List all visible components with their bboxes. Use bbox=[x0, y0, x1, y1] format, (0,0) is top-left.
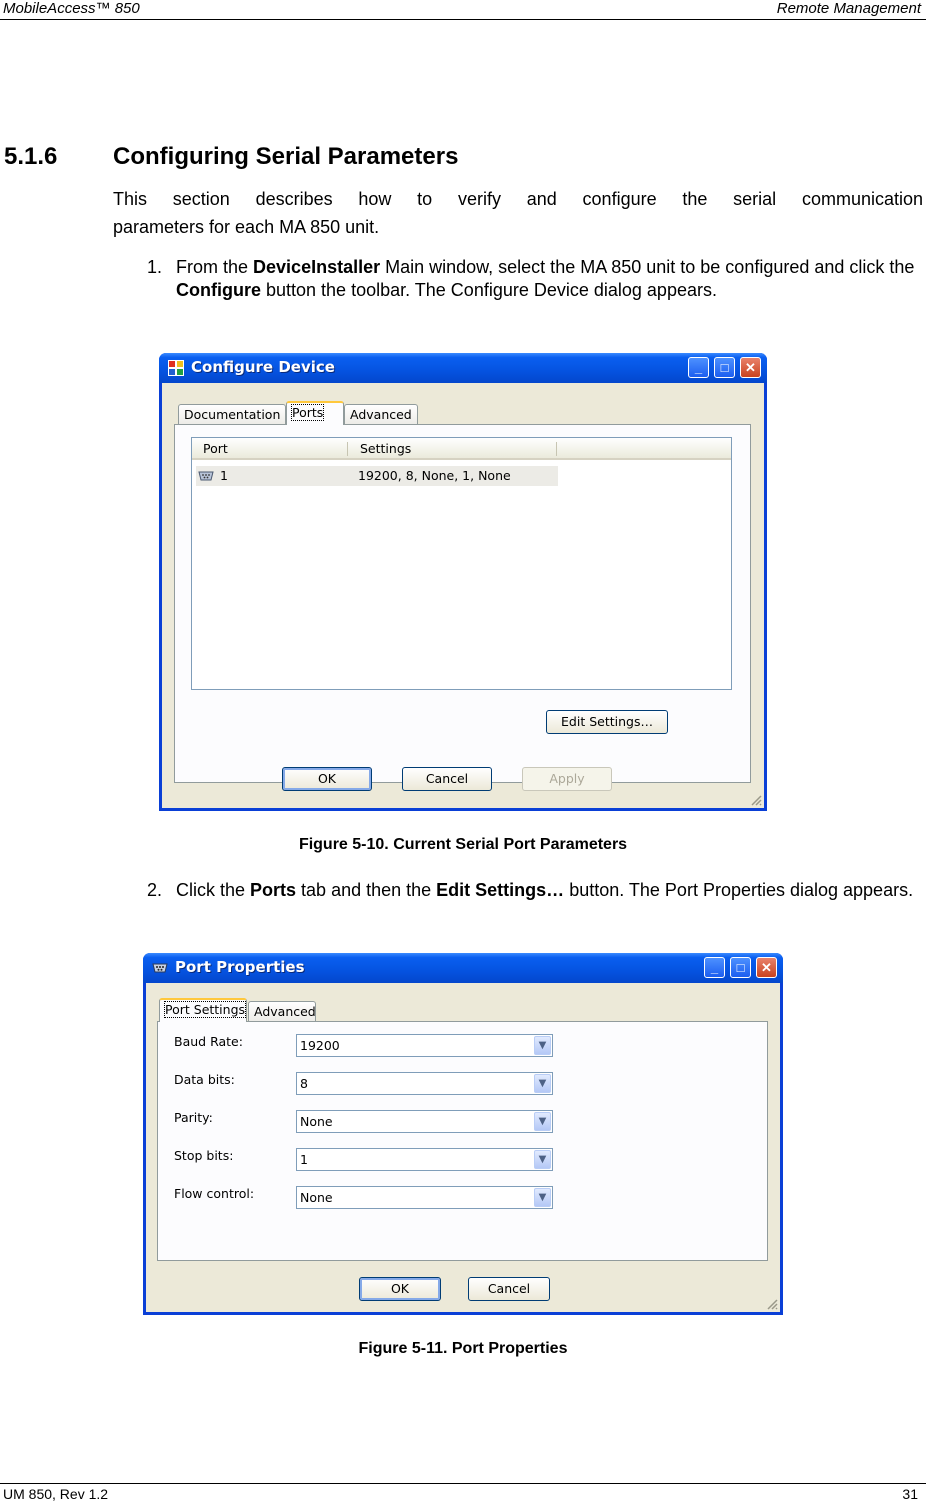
column-separator bbox=[347, 442, 348, 456]
chevron-down-icon[interactable]: ▼ bbox=[534, 1074, 551, 1093]
baud-rate-value: 19200 bbox=[300, 1038, 340, 1053]
ports-list-header bbox=[192, 438, 731, 460]
serial-port-icon bbox=[198, 471, 214, 481]
running-header-right: Remote Management bbox=[776, 0, 921, 17]
configure-device-title: Configure Device bbox=[191, 358, 335, 376]
stop-bits-label: Stop bits: bbox=[174, 1148, 234, 1163]
intro-line-1: This section describes how to verify and configure the serial communication bbox=[113, 189, 923, 209]
flow-control-value: None bbox=[300, 1190, 333, 1205]
data-bits-label: Data bits: bbox=[174, 1072, 235, 1087]
footer-rule bbox=[0, 1483, 926, 1484]
port-properties-titlebar bbox=[143, 953, 783, 983]
section-title: Configuring Serial Parameters bbox=[113, 143, 459, 170]
figure-5-10-caption: Figure 5-10. Current Serial Port Parameters bbox=[298, 836, 628, 853]
maximize-icon[interactable]: □ bbox=[730, 957, 751, 978]
resize-grip-icon[interactable] bbox=[750, 794, 762, 806]
header-rule bbox=[0, 19, 926, 20]
table-row[interactable] bbox=[196, 466, 558, 486]
column-port[interactable]: Port bbox=[203, 441, 228, 456]
flow-control-label: Flow control: bbox=[174, 1186, 255, 1201]
tab-documentation[interactable]: Documentation bbox=[178, 404, 286, 425]
footer-left: UM 850, Rev 1.2 bbox=[3, 1486, 109, 1502]
data-bits-value: 8 bbox=[300, 1076, 308, 1091]
figure-5-11-caption: Figure 5-11. Port Properties bbox=[358, 1340, 568, 1357]
step-2-number: 2. bbox=[147, 880, 163, 900]
baud-rate-select[interactable] bbox=[296, 1034, 553, 1057]
step-1-text bbox=[176, 256, 921, 302]
ports-list[interactable] bbox=[191, 437, 732, 690]
port-settings-panel bbox=[157, 1021, 768, 1261]
step-1-bold-configure: Configure bbox=[176, 280, 261, 300]
serial-port-icon bbox=[152, 960, 168, 976]
ok-button[interactable]: OK bbox=[282, 767, 372, 791]
close-icon[interactable]: ✕ bbox=[756, 957, 777, 978]
maximize-icon[interactable]: □ bbox=[714, 357, 735, 378]
configure-device-titlebar bbox=[159, 353, 767, 383]
step-1-post: button the toolbar. The Configure Device dialog appears. bbox=[261, 280, 717, 300]
port-properties-window bbox=[143, 953, 783, 1315]
configure-device-body bbox=[162, 383, 764, 808]
ports-tab-panel bbox=[174, 424, 751, 783]
intro-line-2: parameters for each MA 850 unit. bbox=[113, 217, 380, 237]
flow-control-select[interactable] bbox=[296, 1186, 553, 1209]
close-icon[interactable]: ✕ bbox=[740, 357, 761, 378]
step-1-mid: Main window, select the MA 850 unit to be configured and click the bbox=[380, 257, 915, 277]
step-2-post: button. The Port Properties dialog appears. bbox=[564, 880, 914, 900]
step-1-bold-deviceinstaller: DeviceInstaller bbox=[253, 257, 381, 277]
chevron-down-icon[interactable]: ▼ bbox=[534, 1188, 551, 1207]
step-2-bold-edit-settings: Edit Settings… bbox=[436, 880, 565, 900]
column-separator bbox=[556, 442, 557, 456]
data-bits-select[interactable] bbox=[296, 1072, 553, 1095]
parity-value: None bbox=[300, 1114, 333, 1129]
step-1-pre: From the bbox=[176, 257, 254, 277]
port-cell: 1 bbox=[220, 468, 228, 483]
tab-advanced[interactable]: Advanced bbox=[248, 1001, 316, 1022]
tab-advanced[interactable]: Advanced bbox=[344, 404, 418, 425]
cancel-button[interactable]: Cancel bbox=[402, 767, 492, 791]
tab-port-settings-label: Port Settings bbox=[165, 1002, 246, 1017]
port-properties-title: Port Properties bbox=[175, 958, 305, 976]
chevron-down-icon[interactable]: ▼ bbox=[534, 1036, 551, 1055]
minimize-icon[interactable]: _ bbox=[704, 957, 725, 978]
stop-bits-value: 1 bbox=[300, 1152, 308, 1167]
step-2-text bbox=[176, 879, 921, 902]
chevron-down-icon[interactable]: ▼ bbox=[534, 1112, 551, 1131]
step-2-pre: Click the bbox=[176, 880, 251, 900]
step-1-number: 1. bbox=[147, 257, 163, 277]
parity-label: Parity: bbox=[174, 1110, 213, 1125]
step-2-bold-ports: Ports bbox=[250, 880, 297, 900]
running-header-left: MobileAccess™ 850 bbox=[3, 0, 140, 17]
resize-grip-icon[interactable] bbox=[766, 1298, 778, 1310]
apply-button: Apply bbox=[522, 767, 612, 791]
minimize-icon[interactable]: _ bbox=[688, 357, 709, 378]
baud-rate-label: Baud Rate: bbox=[174, 1034, 243, 1049]
stop-bits-select[interactable] bbox=[296, 1148, 553, 1171]
step-2-mid: tab and then the bbox=[296, 880, 437, 900]
configure-device-window bbox=[159, 353, 767, 811]
configure-device-icon bbox=[168, 360, 184, 376]
intro-paragraph bbox=[113, 185, 923, 241]
section-number: 5.1.6 bbox=[4, 143, 58, 170]
parity-select[interactable] bbox=[296, 1110, 553, 1133]
tab-ports-label: Ports bbox=[292, 405, 324, 420]
port-properties-body bbox=[146, 983, 780, 1312]
column-settings[interactable]: Settings bbox=[360, 441, 412, 456]
page-number: 31 bbox=[902, 1486, 918, 1502]
ok-button[interactable]: OK bbox=[359, 1277, 441, 1301]
tab-port-settings[interactable] bbox=[159, 998, 247, 1022]
tab-ports[interactable] bbox=[286, 401, 344, 425]
settings-cell: 19200, 8, None, 1, None bbox=[358, 468, 511, 483]
edit-settings-button[interactable]: Edit Settings… bbox=[546, 710, 668, 734]
cancel-button[interactable]: Cancel bbox=[468, 1277, 550, 1301]
chevron-down-icon[interactable]: ▼ bbox=[534, 1150, 551, 1169]
